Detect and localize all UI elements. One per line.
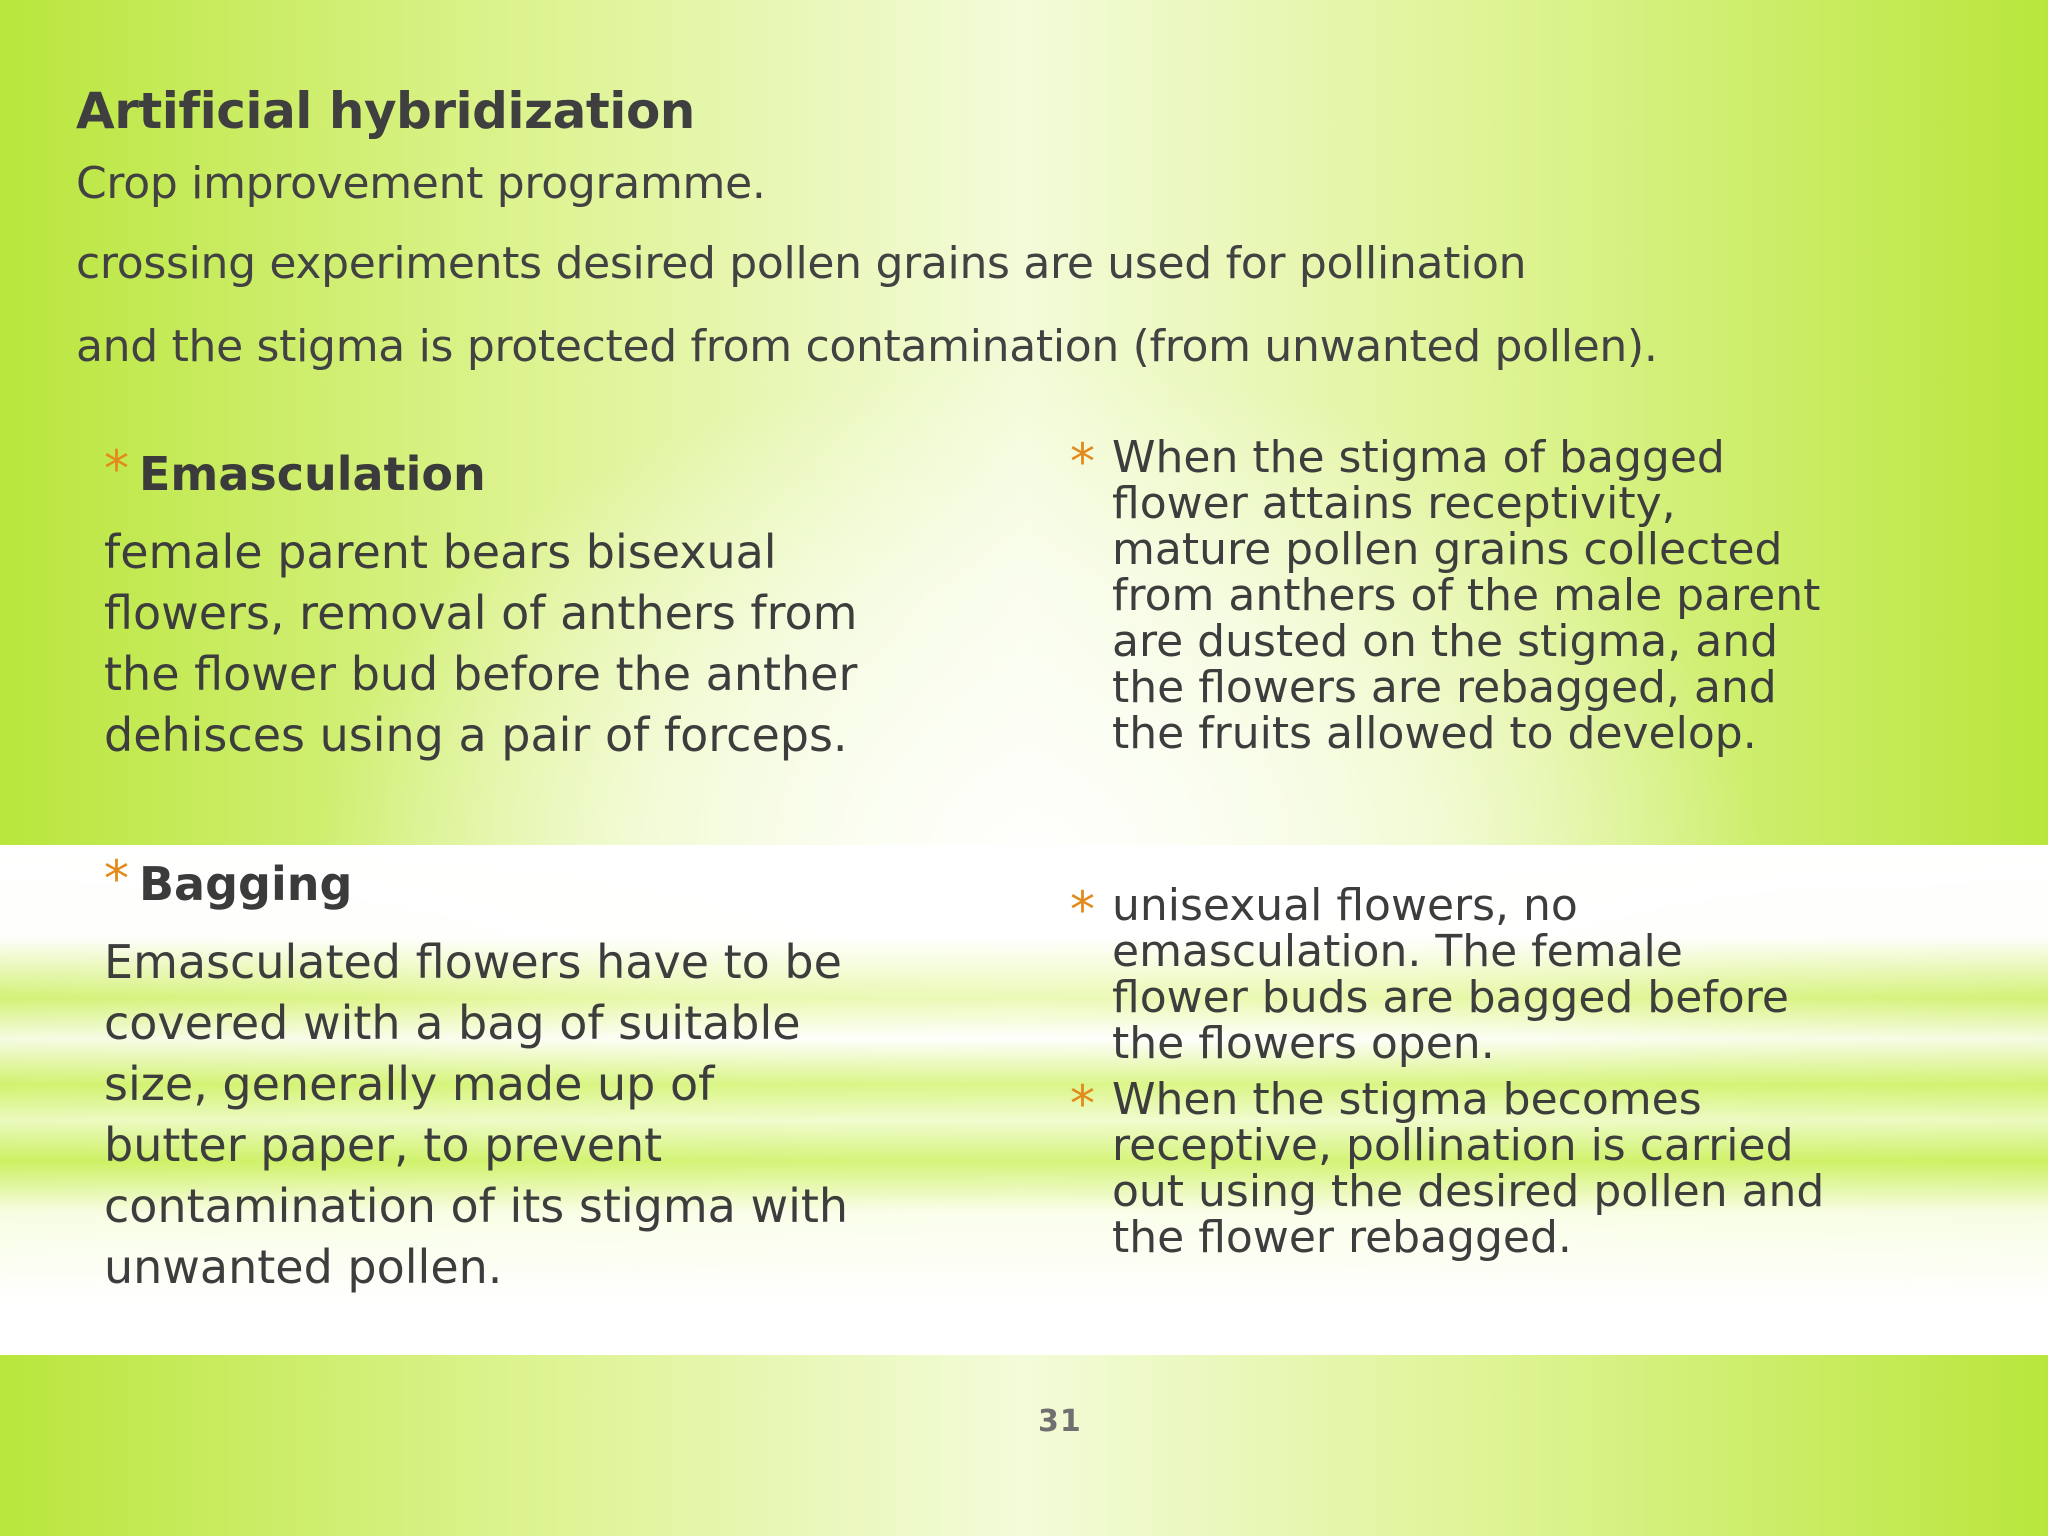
intro-line-2: crossing experiments desired pollen grains are used for pollination	[76, 238, 1527, 289]
page-number: 31	[1038, 1404, 1082, 1439]
bagging-heading	[104, 850, 352, 911]
slide-header	[76, 78, 1976, 372]
intro-line-1: Crop improvement programme.	[76, 158, 766, 209]
emasculation-heading	[104, 440, 486, 501]
bagging-text: Emasculated flowers have to be covered with a bag of suitable size, generally made up of butter paper, to prevent contamination of its stigma with unwanted pollen.	[104, 935, 849, 1294]
asterisk-bullet-icon: *	[104, 850, 129, 908]
right-bullet-1	[1070, 432, 1830, 759]
right-bullet-1-text: When the stigma of bagged flower attains receptivity, mature pollen grains collected from anthers of the male parent are dusted on the stigma, and the flowers are rebagged, and the fruits allowed to develop.	[1112, 432, 1821, 759]
emasculation-text: female parent bears bisexual flowers, removal of anthers from the flower bud before the anther dehisces using a pair of forceps.	[104, 525, 858, 762]
asterisk-bullet-icon: *	[1070, 1075, 1095, 1133]
right-bullet-2	[1070, 880, 1830, 1069]
asterisk-bullet-icon: *	[1070, 881, 1095, 939]
asterisk-bullet-icon: *	[1070, 433, 1095, 491]
asterisk-bullet-icon: *	[104, 440, 129, 498]
right-bullet-3	[1070, 1074, 1830, 1263]
slide-title: Artificial hybridization	[76, 82, 695, 140]
bagging-heading-text: Bagging	[139, 857, 353, 911]
intro-line-3: and the stigma is protected from contamination (from unwanted pollen).	[76, 321, 1658, 372]
emasculation-heading-text: Emasculation	[139, 447, 486, 501]
right-bullet-2-text: unisexual flowers, no emasculation. The female flower buds are bagged before the flowers open.	[1112, 880, 1789, 1069]
right-bullet-3-text: When the stigma becomes receptive, pollination is carried out using the desired pollen and the flower rebagged.	[1112, 1074, 1825, 1263]
